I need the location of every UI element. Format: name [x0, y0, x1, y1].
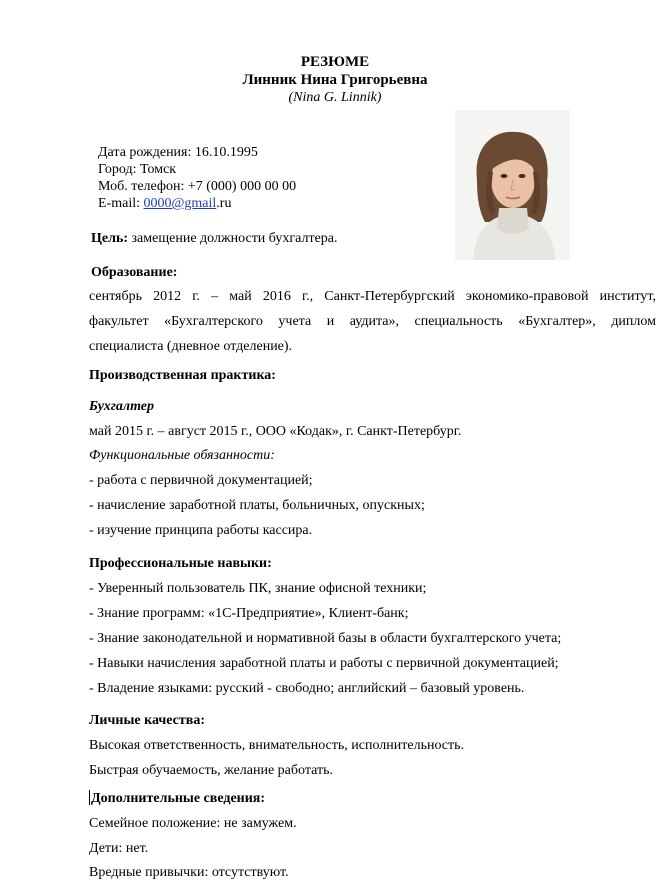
latin-name: (Nina G. Linnik): [288, 90, 382, 105]
education-line: факультет «Бухгалтерского учета и аудита», специальность «Бухгалтер», диплом: [89, 314, 656, 329]
skill-item: - Уверенный пользователь ПК, знание офисной техники;: [89, 581, 427, 596]
duty-item: - работа с первичной документацией;: [89, 473, 313, 488]
education-line: специалиста (дневное отделение).: [89, 339, 293, 354]
profile-photo: [455, 110, 570, 260]
city: Город: Томск: [98, 162, 177, 177]
goal: [91, 231, 338, 247]
education-line: сентябрь 2012 г. – май 2016 г., Санкт-Петербургский экономико-правовой институт,: [89, 289, 656, 304]
education-heading: Образование:: [91, 265, 178, 280]
email-line: [98, 196, 231, 212]
additional-heading: Дополнительные сведения:: [91, 791, 266, 806]
additional-line: Вредные привычки: отсутствуют.: [89, 865, 289, 880]
skill-item: - Знание законодательной и нормативной базы в области бухгалтерского учета;: [89, 631, 562, 646]
skills-heading: Профессиональные навыки:: [89, 556, 272, 571]
personal-line: Быстрая обучаемость, желание работать.: [89, 763, 333, 778]
email-suffix: .ru: [216, 196, 232, 211]
email-link[interactable]: 0000@gmail: [143, 196, 217, 211]
duties-heading: Функциональные обязанности:: [89, 448, 275, 463]
email-label: E-mail:: [98, 196, 144, 211]
personal-line: Высокая ответственность, внимательность, исполнительность.: [89, 738, 465, 753]
duty-item: - начисление заработной платы, больничных, опускных;: [89, 498, 425, 513]
phone: Моб. телефон: +7 (000) 000 00 00: [98, 179, 297, 194]
full-name: Линник Нина Григорьевна: [242, 72, 428, 88]
resume-title: РЕЗЮМЕ: [300, 54, 370, 70]
personal-heading: Личные качества:: [89, 713, 205, 728]
goal-label: Цель:: [91, 231, 129, 246]
skill-item: - Знание программ: «1С-Предприятие», Клиент-банк;: [89, 606, 409, 621]
skill-item: - Владение языками: русский - свободно; английский – базовый уровень.: [89, 681, 525, 696]
portrait-image: [455, 110, 570, 260]
practice-heading: Производственная практика:: [89, 368, 276, 383]
skill-item: - Навыки начисления заработной платы и работы с первичной документацией;: [89, 656, 559, 671]
additional-line: Дети: нет.: [89, 841, 149, 856]
goal-text: замещение должности бухгалтера.: [128, 231, 338, 246]
duty-item: - изучение принципа работы кассира.: [89, 523, 313, 538]
birth-date: Дата рождения: 16.10.1995: [98, 145, 258, 160]
additional-line: Семейное положение: не замужем.: [89, 816, 297, 831]
practice-position: Бухгалтер: [89, 399, 155, 414]
practice-period: май 2015 г. – август 2015 г., ООО «Кодак», г. Санкт-Петербург.: [89, 424, 462, 439]
text-cursor: [89, 790, 90, 805]
